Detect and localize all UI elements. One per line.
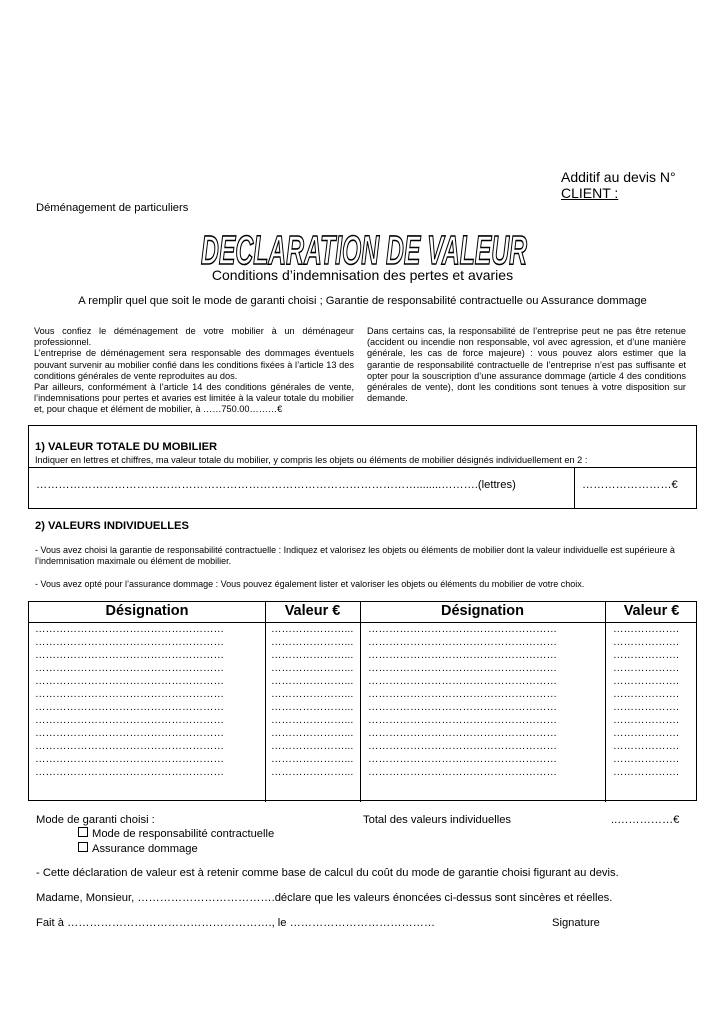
declaration-statement: Madame, Monsieur, ……………………………….déclare que les valeurs énoncées ci-dessus sont sincères et réelles. <box>36 892 613 904</box>
valeur-chiffres-field[interactable]: ……………………€ <box>582 479 678 491</box>
left-column <box>34 326 354 416</box>
left-paragraph-2: L’entreprise de déménagement sera responsable des dommages éventuels pouvant survenir au mobilier confié dans les conditions fixées à l’article 13 des conditions générales de vente reproduites au dos. <box>34 348 354 381</box>
page-title <box>198 226 530 270</box>
mode-garanti-label: Mode de garanti choisi : <box>36 814 155 826</box>
table-column-divider <box>605 602 606 802</box>
designation-column-right[interactable]: ……………………………………………… ……………………………………………… ……………………………………………… ……………………………………………… ……………………………………………… ……………………………………………… ……………………………………………… ……………………………………………… ……………………………………………… ……………………………………………… ……………………………………………… ……………………………………………… <box>368 623 557 778</box>
right-column <box>367 326 686 404</box>
valeur-lettres-field[interactable]: …………………………………………………………………………………………........……….(lettres) <box>36 479 516 491</box>
header-designation-left: Désignation <box>105 603 189 619</box>
valeurs-individuelles-table <box>28 601 697 801</box>
header-valeur-left: Valeur € <box>284 603 341 619</box>
section-1-description: Indiquer en lettres et chiffres, ma valeur totale du mobilier, y compris les objets ou éléments de mobilier désignés individuellement en 2 : <box>35 455 588 465</box>
fait-a-line: Fait à ………………………………………………., le ………………………………… <box>36 917 436 929</box>
section-2-note-responsabilite: - Vous avez choisi la garantie de responsabilité contractuelle : Indiquez et valorisez les objets ou éléments de mobilier dont la valeur individuelle est supérieure à l’indemnisation maximale ou élément de mobilier. <box>35 545 675 566</box>
option-responsabilite-label: Mode de responsabilité contractuelle <box>92 828 275 840</box>
option-responsabilite[interactable] <box>78 827 274 840</box>
checkbox-responsabilite[interactable] <box>78 827 88 837</box>
total-value-field[interactable]: ..……………€ <box>611 814 680 826</box>
valeur-column-right[interactable]: ………………. ………………. ………………. ………………. ………………. ………………. ………………. ………………. ………………. ………………. ………………. ………………. <box>613 623 679 778</box>
table-column-divider <box>265 602 266 802</box>
intro-text: A remplir quel que soit le mode de garanti choisi ; Garantie de responsabilité contractuelle ou Assurance dommage <box>78 295 647 307</box>
section-2-title: 2) VALEURS INDIVIDUELLES <box>35 520 189 532</box>
page-title-text: DECLARATION DE VALEUR <box>201 227 528 270</box>
section-1-divider <box>28 467 697 468</box>
section-1-title: 1) VALEUR TOTALE DU MOBILIER <box>35 441 218 453</box>
demenagement-label: Déménagement de particuliers <box>36 202 189 214</box>
left-paragraph-1: Vous confiez le déménagement de votre mobilier à un déménageur professionnel. <box>34 326 354 348</box>
total-label: Total des valeurs individuelles <box>363 814 512 826</box>
page-subtitle: Conditions d’indemnisation des pertes et avaries <box>211 267 514 283</box>
checkbox-assurance[interactable] <box>78 842 88 852</box>
designation-column-left[interactable]: ……………………………………………… ……………………………………………… ……………………………………………… ……………………………………………… ……………………………………………… ……………………………………………… ……………………………………………… ……………………………………………… ……………………………………………… ……………………………………………… ……………………………………………… ……………………………………………… <box>35 623 224 778</box>
section-2-note-assurance: - Vous avez opté pour l’assurance dommage : Vous pouvez également lister et valoriser les objets ou éléments du mobilier de votre choix. <box>35 579 585 589</box>
left-paragraph-3: Par ailleurs, conformément à l’article 14 des conditions générales de vente, l’indemnisations pour pertes et avaries est limitée à la valeur totale du mobilier et, pour chaque et élément de mobilier, à ……750.00………€ <box>34 382 354 415</box>
header-designation-right: Désignation <box>441 603 524 619</box>
valeur-column-left[interactable]: …………………... …………………... …………………... …………………... …………………... …………………... …………………... …………………... …………………... …………………... …………………... …………………... <box>271 623 354 778</box>
client-label: CLIENT : <box>561 185 619 201</box>
calcul-note: - Cette déclaration de valeur est à retenir comme base de calcul du coût du mode de garantie choisi figurant au devis. <box>36 867 619 879</box>
option-assurance[interactable] <box>78 842 198 855</box>
header-valeur-right: Valeur € <box>623 603 680 619</box>
signature-label: Signature <box>552 917 600 929</box>
option-assurance-label: Assurance dommage <box>92 843 198 855</box>
table-column-divider <box>360 602 361 802</box>
additif-devis-label: Additif au devis N° <box>561 169 676 185</box>
right-paragraph-1: Dans certains cas, la responsabilité de l’entreprise peut ne pas être retenue (accident ou incendie non responsable, vol avec agression, et d’une manière générale, les cas de force majeure) : vous pouvez alors estimer que la garantie de responsabilité contractuelle de l’entreprise n’est pas suffisante et opter pour la souscription d’une assurance dommage (article 4 des conditions générales de vente), dont les conditions sont tenues à votre disposition sur demande. <box>367 326 686 404</box>
section-1-column-divider <box>574 467 575 509</box>
